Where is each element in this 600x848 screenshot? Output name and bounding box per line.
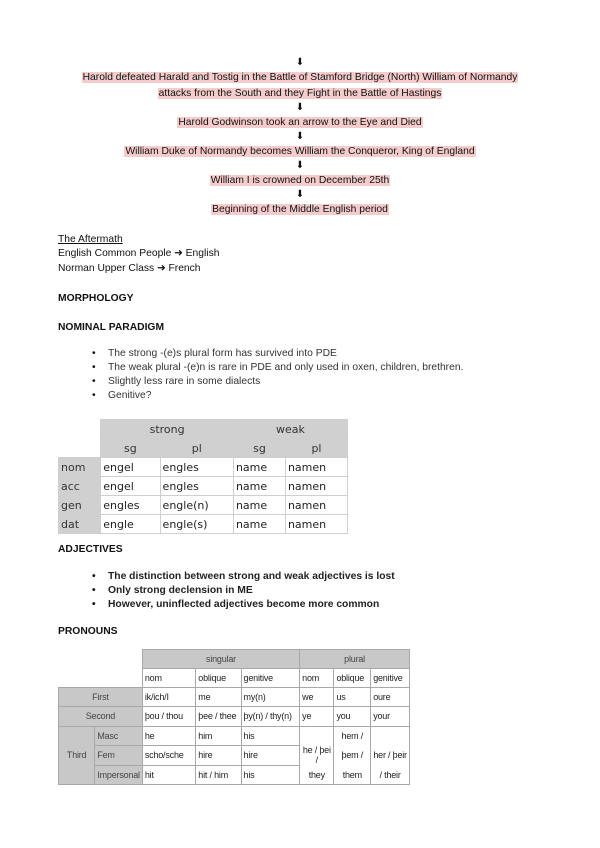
list-item-text: Slightly less rare in some dialects <box>108 376 261 387</box>
table-cell: engles <box>160 458 233 477</box>
group-header: singular <box>142 650 299 669</box>
table-cell: þy(n) / thy(n) <box>241 707 300 726</box>
row-header: Second <box>59 707 143 726</box>
group-header: weak <box>233 420 347 439</box>
table-cell: namen <box>285 515 347 534</box>
down-arrow-icon: ⬇ <box>295 189 305 200</box>
flow-step-1-line-1: Harold defeated Harald and Tostig in the Battle of Stamford Bridge (North) William of Normandy <box>82 72 518 83</box>
table-cell: engle(s) <box>160 515 233 534</box>
table-cell: his <box>241 765 300 784</box>
column-header: genitive <box>371 669 410 688</box>
list-item: • However, uninflected adjectives become more common <box>108 598 395 612</box>
pronouns-table <box>58 649 410 785</box>
aftermath-line-1: English Common People ➜ English <box>58 248 220 259</box>
nominal-heading: NOMINAL PARADIGM <box>58 322 165 333</box>
table-cell: hire <box>196 745 241 765</box>
list-item: • Genitive? <box>108 389 463 403</box>
row-header: gen <box>59 496 101 515</box>
table-cell: us <box>334 688 371 707</box>
flow-step-4: William I is crowned on December 25th <box>210 175 390 186</box>
list-item: • Only strong declension in ME <box>108 584 395 598</box>
table-cell: oure <box>371 688 410 707</box>
down-arrow-icon: ⬇ <box>295 57 305 68</box>
flow-step-5: Beginning of the Middle English period <box>212 204 388 215</box>
adjectives-bullets <box>58 570 395 612</box>
table-cell: engles <box>160 477 233 496</box>
table-row <box>59 515 348 534</box>
table-cell: you <box>334 707 371 726</box>
list-item: • The strong -(e)s plural form has survived into PDE <box>108 347 463 361</box>
table-cell: engel <box>101 477 160 496</box>
column-header: pl <box>160 439 233 458</box>
table-cell: they <box>300 765 334 784</box>
table-cell: hem / <box>334 726 371 745</box>
column-header: oblique <box>196 669 241 688</box>
table-cell: hire <box>241 745 300 765</box>
aftermath-line-2: Norman Upper Class ➜ French <box>58 263 201 274</box>
row-subheader: Impersonal <box>95 765 143 784</box>
table-cell: name <box>233 458 285 477</box>
row-subheader: Fem <box>95 745 143 765</box>
list-item-continuation <box>108 375 463 389</box>
column-header: nom <box>142 669 195 688</box>
group-header: strong <box>101 420 234 439</box>
table-cell: ik/ich/I <box>142 688 195 707</box>
down-arrow-icon: ⬇ <box>295 102 305 113</box>
nominal-bullets <box>58 347 463 403</box>
flow-step-2: Harold Godwinson took an arrow to the Eye and Died <box>178 117 422 128</box>
table-cell: them <box>334 765 371 784</box>
table-cell: namen <box>285 496 347 515</box>
table-cell: namen <box>285 477 347 496</box>
table-row <box>59 458 348 477</box>
history-flow <box>0 56 600 217</box>
table-cell: we <box>300 688 334 707</box>
table-cell: me <box>196 688 241 707</box>
table-row <box>59 765 410 784</box>
down-arrow-icon: ⬇ <box>295 160 305 171</box>
nominal-paradigm-table <box>58 419 348 534</box>
column-header: genitive <box>241 669 300 688</box>
table-cell: your <box>371 707 410 726</box>
table-cell: scho/sche <box>142 745 195 765</box>
table-row <box>59 477 348 496</box>
table-cell: hit <box>142 765 195 784</box>
aftermath-title: The Aftermath <box>58 234 123 245</box>
column-header: sg <box>233 439 285 458</box>
column-header: pl <box>285 439 347 458</box>
table-cell: his <box>241 726 300 745</box>
table-cell: hit / him <box>196 765 241 784</box>
table-cell <box>371 726 410 745</box>
table-row <box>59 688 410 707</box>
table-cell: name <box>233 515 285 534</box>
list-item: • The distinction between strong and weak adjectives is lost <box>108 570 395 584</box>
table-cell: her / þeir <box>371 745 410 765</box>
list-item: • The weak plural -(e)n is rare in PDE and only used in oxen, children, brethren. <box>108 361 463 375</box>
table-row <box>59 496 348 515</box>
group-header: plural <box>300 650 410 669</box>
corner-cell <box>59 650 143 669</box>
table-cell: ye <box>300 707 334 726</box>
table-cell: my(n) <box>241 688 300 707</box>
table-row <box>59 745 410 765</box>
table-cell: name <box>233 477 285 496</box>
table-cell: engle <box>101 515 160 534</box>
column-header: nom <box>300 669 334 688</box>
table-cell: he / þei / <box>300 745 334 765</box>
down-arrow-icon: ⬇ <box>295 131 305 142</box>
flow-step-3: William Duke of Normandy becomes William the Conqueror, King of England <box>125 146 475 157</box>
adjectives-heading: ADJECTIVES <box>58 544 123 555</box>
table-cell: engles <box>101 496 160 515</box>
table-cell: engle(n) <box>160 496 233 515</box>
corner-cell <box>59 420 101 458</box>
table-cell: / their <box>371 765 410 784</box>
row-header: acc <box>59 477 101 496</box>
row-header: dat <box>59 515 101 534</box>
table-cell: name <box>233 496 285 515</box>
table-cell: þou / thou <box>142 707 195 726</box>
row-header: First <box>59 688 143 707</box>
table-cell <box>300 726 334 745</box>
table-cell: he <box>142 726 195 745</box>
row-header: nom <box>59 458 101 477</box>
table-cell: namen <box>285 458 347 477</box>
corner-cell <box>59 669 143 688</box>
column-header: oblique <box>334 669 371 688</box>
table-row <box>59 707 410 726</box>
column-header: sg <box>101 439 160 458</box>
row-header: Third <box>59 726 95 784</box>
pronouns-heading: PRONOUNS <box>58 626 118 637</box>
table-cell: him <box>196 726 241 745</box>
row-subheader: Masc <box>95 726 143 745</box>
table-cell: þem / <box>334 745 371 765</box>
table-cell: þee / thee <box>196 707 241 726</box>
flow-step-1-line-2: attacks from the South and they Fight in the Battle of Hastings <box>158 88 442 99</box>
morphology-heading: MORPHOLOGY <box>58 293 134 304</box>
table-row <box>59 726 410 745</box>
table-cell: engel <box>101 458 160 477</box>
